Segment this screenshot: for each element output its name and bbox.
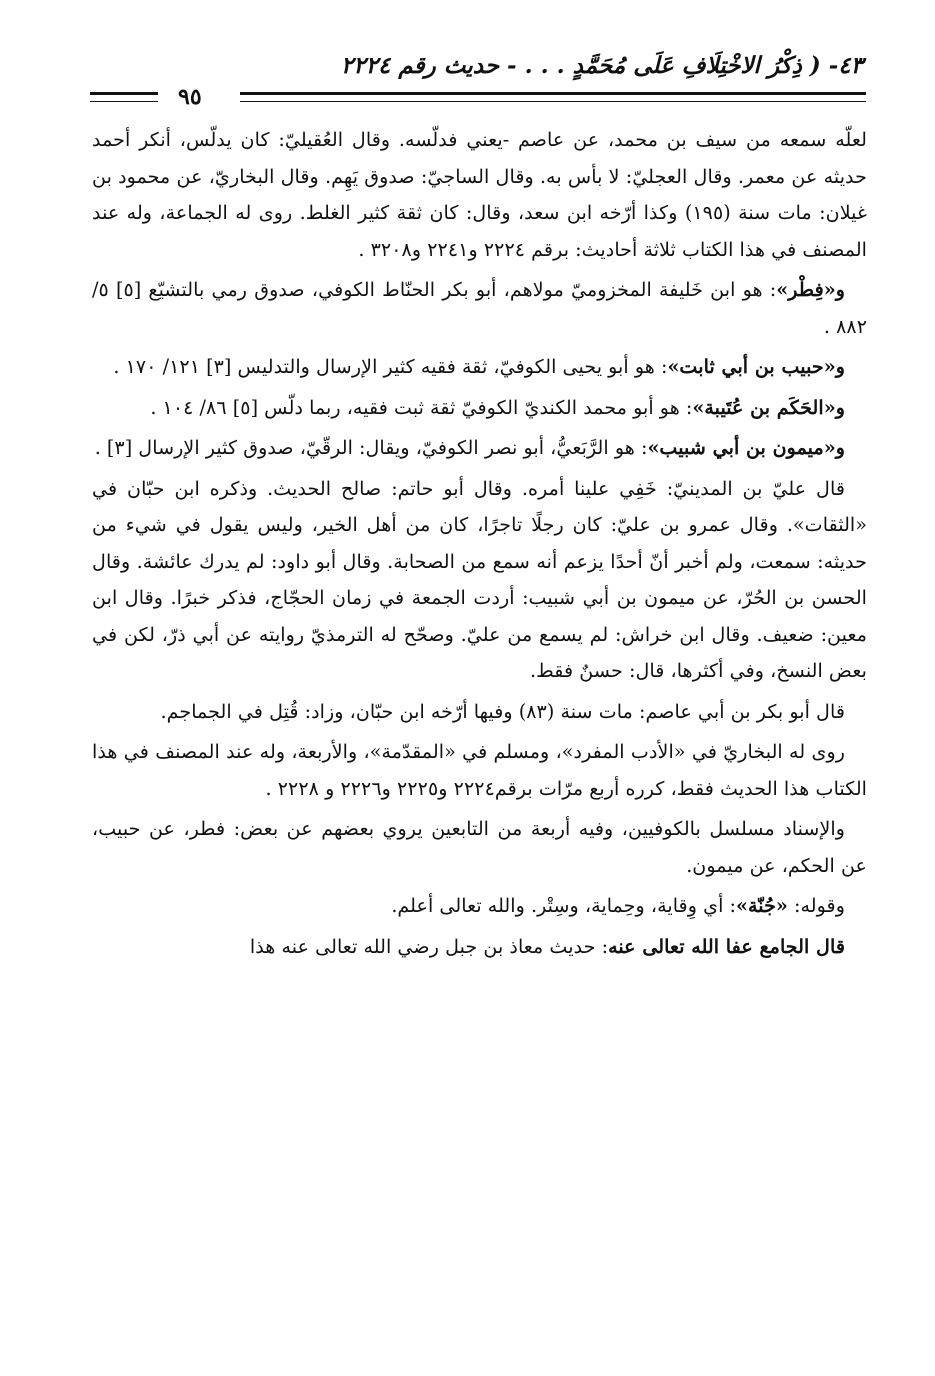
- narrator-bio: : هو أبو يحيى الكوفيّ، ثقة فقيه كثير الإرسال والتدليس [٣] ١٢١/ ١٧٠ .: [113, 355, 668, 378]
- remark-text: : حديث معاذ بن جبل رضي الله تعالى عنه هذا: [249, 934, 609, 958]
- narrator-name: و«ميمون بن أبي شبيب»: [647, 436, 845, 459]
- paragraph-hakam: [92, 390, 867, 427]
- narrator-bio: : هو ابن خَليفة المخزوميّ مولاهم، أبو بكر الحنّاط الكوفي، صدوق رمي بالتشيّع [٥] ٥/ ٨٨٢ .: [92, 278, 867, 338]
- page-number: ٩٥: [178, 84, 202, 110]
- paragraph-7: قال أبو بكر بن أبي عاصم: مات سنة (٨٣) وفيها أرّخه ابن حبّان، وزاد: قُتِل في الجماجم.: [160, 699, 845, 723]
- paragraph-habib: [92, 349, 867, 386]
- running-header-title: ٤٣- ( ذِكْرُ الاخْتِلَافِ عَلَى مُحَمَّدٍ . . . - حديث رقم ٢٢٢٤: [340, 52, 863, 79]
- narrator-name: و«الحَكَم بن عُتَيبة»: [692, 395, 845, 419]
- narrator-bio: : هو الرَّبَعيُّ، أبو نصر الكوفيّ، ويقال: الرقّيّ، صدوق كثير الإرسال [٣] .: [94, 436, 648, 459]
- defined-term: «جُنّة»: [736, 894, 788, 917]
- narrator-name: و«حبيب بن أبي ثابت»: [667, 355, 845, 378]
- narrator-name: و«فِطْر»: [776, 278, 845, 301]
- paragraph-10: [92, 888, 867, 925]
- body-text: [92, 122, 867, 969]
- narrator-bio: : هو أبو محمد الكنديّ الكوفيّ ثقة ثبت فقيه، ربما دلّس [٥] ٨٦/ ١٠٤ .: [150, 395, 693, 419]
- paragraph-maymun: [92, 430, 867, 467]
- paragraph-8: روى له البخاريّ في «الأدب المفرد»، ومسلم في «المقدّمة»، والأربعة، وله عند المصنف في هذا الكتاب هذا الحديث فقط، كرره أربع مرّات برقم٢٢٢٤ و٢٢٢٥ و٢٢٢٦ و ٢٢٢٨ .: [92, 740, 867, 800]
- author-remark: قال الجامع عفا الله تعالى عنه: [608, 934, 845, 958]
- paragraph-9: والإسناد مسلسل بالكوفيين، وفيه أربعة من التابعين يروي بعضهم عن بعض: فطر، عن حبيب، عن الحكم، عن ميمون.: [92, 817, 867, 877]
- header-rule-left: [90, 92, 158, 102]
- paragraph-11: [92, 929, 867, 966]
- paragraph-6: قال عليّ بن المدينيّ: خَفِي علينا أمره. وقال أبو حاتم: صالح الحديث. وذكره ابن حبّان في «الثقات». وقال عمرو بن عليّ: كان رجلًا تاجرًا، كان من أهل الخير، وليس يقول في شيء من حديثه: سمعت، ولم أخبر أنّ أحدًا يزعم أنه سمع من الصحابة. وقال أبو داود: لم يدرك عائشة. وقال الحسن بن الحُرّ، عن ميمون بن أبي شبيب: أردت الجمعة في زمان الحجّاج، فذكر خبرًا. وقال ابن معين: ضعيف. وقال ابن خراش: لم يسمع من عليّ. وصحّح له الترمذيّ روايته عن أبي ذرّ، لكن في بعض النسخ، وفي أكثرها، قال: حسنٌ فقط.: [92, 476, 867, 682]
- definition: : أي وِقاية، وحِماية، وسِتْر. والله تعالى أعلم.: [391, 894, 736, 917]
- paragraph-1: لعلّه سمعه من سيف بن محمد، عن عاصم -يعني فدلّسه. وقال العُقيليّ: كان يدلّس، أنكر أحمد حديثه عن معمر. وقال العجليّ: لا بأس به. وقال الساجيّ: صدوق يَهِم. وقال البخاريّ، عن محمود بن غيلان: مات سنة (١٩٥) وكذا أرّخه ابن سعد، وقال: كان ثقة كثير الغلط. روى له الجماعة، وله عند المصنف في هذا الكتاب ثلاثة أحاديث: برقم ٢٢٢٤ و٢٢٤١ و٣٢٠٨ .: [92, 128, 867, 261]
- paragraph-fitr: [92, 272, 867, 345]
- header-rule-right: [240, 92, 866, 102]
- lead-text: وقوله:: [787, 894, 845, 917]
